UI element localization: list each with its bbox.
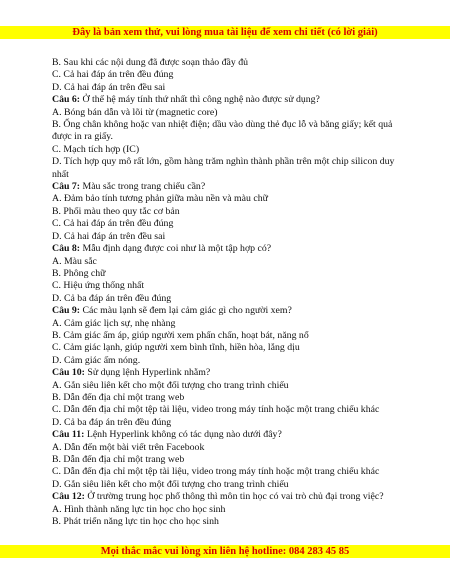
answer-line <box>52 454 404 466</box>
line-text: B. Phông chữ <box>52 267 106 279</box>
answer-line <box>52 119 404 144</box>
answer-line <box>52 156 404 181</box>
line-text: D. Cả ba đáp án trên đều đúng <box>52 292 172 304</box>
answer-line <box>52 516 404 528</box>
line-text: A. Bóng bán dẫn và lõi từ (magnetic core) <box>52 106 218 118</box>
answer-line <box>52 57 404 69</box>
answer-line <box>52 280 404 292</box>
answer-line <box>52 107 404 119</box>
answer-line <box>52 442 404 454</box>
answer-line <box>52 268 404 280</box>
hotline-banner <box>0 545 450 558</box>
answer-line <box>52 69 404 81</box>
answer-line <box>52 330 404 342</box>
answer-line <box>52 479 404 491</box>
answer-line <box>52 231 404 243</box>
line-text: Màu sắc trong trang chiếu cần? <box>80 181 206 193</box>
question-line <box>52 181 404 193</box>
question-label: Câu 11: <box>52 429 85 441</box>
answer-line <box>52 193 404 205</box>
answer-line <box>52 404 404 416</box>
preview-banner <box>0 26 450 39</box>
answer-line <box>52 504 404 516</box>
answer-line <box>52 392 404 404</box>
line-text: A. Màu sắc <box>52 255 97 267</box>
line-text: C. Cảm giác lạnh, giúp người xem bình tĩnh, hiền hòa, lắng dịu <box>52 342 300 354</box>
line-text: A. Gắn siêu liên kết cho một đối tượng cho trang trình chiếu <box>52 379 289 391</box>
answer-line <box>52 144 404 156</box>
answer-line <box>52 256 404 268</box>
answer-line <box>52 417 404 429</box>
line-text: C. Hiệu ứng thống nhất <box>52 280 145 292</box>
line-text: B. Ống chân không hoặc van nhiệt điện; dầu vào dùng thẻ đục lỗ và băng giấy; kết quả được in ra giấy. <box>52 119 393 143</box>
question-line <box>52 429 404 441</box>
hotline-banner-text: Mọi thắc mắc vui lòng xin liên hệ hotline: 084 283 45 85 <box>100 546 350 557</box>
answer-line <box>52 318 404 330</box>
line-text: D. Gắn siêu liên kết cho một đối tượng cho trang trình chiếu <box>52 478 289 490</box>
line-text: B. Dẫn đến địa chỉ một trang web <box>52 454 185 465</box>
line-text: D. Cả ba đáp án trên đều đúng <box>52 416 172 428</box>
line-text: C. Cả hai đáp án trên đều đúng <box>52 69 174 81</box>
preview-banner-text: Đây là bản xem thử, vui lòng mua tài liệu để xem chi tiết (có lời giải) <box>72 27 378 38</box>
question-label: Câu 8: <box>52 243 81 255</box>
answer-line <box>52 82 404 94</box>
line-text: Ở trường trung học phổ thông thì môn tin học có vai trò chủ đại trong việc? <box>84 491 384 503</box>
line-text: Ở thế hệ máy tính thứ nhất thì công nghệ nào được sử dụng? <box>80 94 320 106</box>
question-label: Câu 10: <box>52 367 85 379</box>
line-text: B. Phát triển năng lực tin học cho học sinh <box>52 516 219 528</box>
line-text: C. Dẫn đến địa chỉ một tệp tài liệu, video trong máy tính hoặc một trang chiếu khác <box>52 404 380 416</box>
line-text: D. Cả hai đáp án trên đều sai <box>52 81 166 93</box>
line-text: A. Dẫn đến một bài viết trên Facebook <box>52 441 205 453</box>
answer-line <box>52 466 404 478</box>
line-text: Mẫu định dạng được coi như là một tập hợp có? <box>80 243 272 255</box>
question-label: Câu 12: <box>52 491 85 503</box>
question-line <box>52 305 404 317</box>
line-text: Các màu lạnh sẽ đem lại cảm giác gì cho người xem? <box>80 305 292 317</box>
line-text: Lệnh Hyperlink không có tác dụng nào dưới đây? <box>84 429 282 441</box>
answer-line <box>52 342 404 354</box>
line-text: B. Cảm giác ấm áp, giúp người xem phấn chấn, hoạt bát, năng nổ <box>52 329 309 341</box>
line-text: A. Hình thành năng lực tin học cho học sinh <box>52 503 226 515</box>
question-line <box>52 94 404 106</box>
question-label: Câu 9: <box>52 305 81 317</box>
line-text: B. Phối màu theo quy tắc cơ bản <box>52 205 180 217</box>
line-text: A. Cảm giác lịch sự, nhẹ nhàng <box>52 317 176 329</box>
line-text: D. Tích hợp quy mô rất lớn, gồm hàng trăm nghìn thành phần trên một chip silicon duy nhất <box>52 156 395 180</box>
line-text: A. Đảm bảo tính tương phản giữa màu nền và màu chữ <box>52 193 268 205</box>
line-text: Sử dụng lệnh Hyperlink nhằm? <box>84 367 211 379</box>
line-text: D. Cả hai đáp án trên đều sai <box>52 230 166 242</box>
answer-line <box>52 380 404 392</box>
answer-line <box>52 293 404 305</box>
line-text: B. Sau khi các nội dung đã được soạn thảo đầy đủ <box>52 57 249 68</box>
question-line <box>52 367 404 379</box>
line-text: D. Cảm giác ấm nóng. <box>52 354 141 366</box>
question-label: Câu 7: <box>52 181 81 193</box>
answer-line <box>52 355 404 367</box>
answer-line <box>52 206 404 218</box>
line-text: C. Mạch tích hợp (IC) <box>52 143 140 155</box>
answer-line <box>52 218 404 230</box>
question-line <box>52 243 404 255</box>
document-body <box>52 57 404 528</box>
question-label: Câu 6: <box>52 94 81 106</box>
question-line <box>52 491 404 503</box>
line-text: C. Cả hai đáp án trên đều đúng <box>52 218 174 230</box>
line-text: B. Dẫn đến địa chỉ một trang web <box>52 391 185 403</box>
line-text: C. Dẫn đến địa chỉ một tệp tài liệu, video trong máy tính hoặc một trang chiếu khác <box>52 466 380 478</box>
